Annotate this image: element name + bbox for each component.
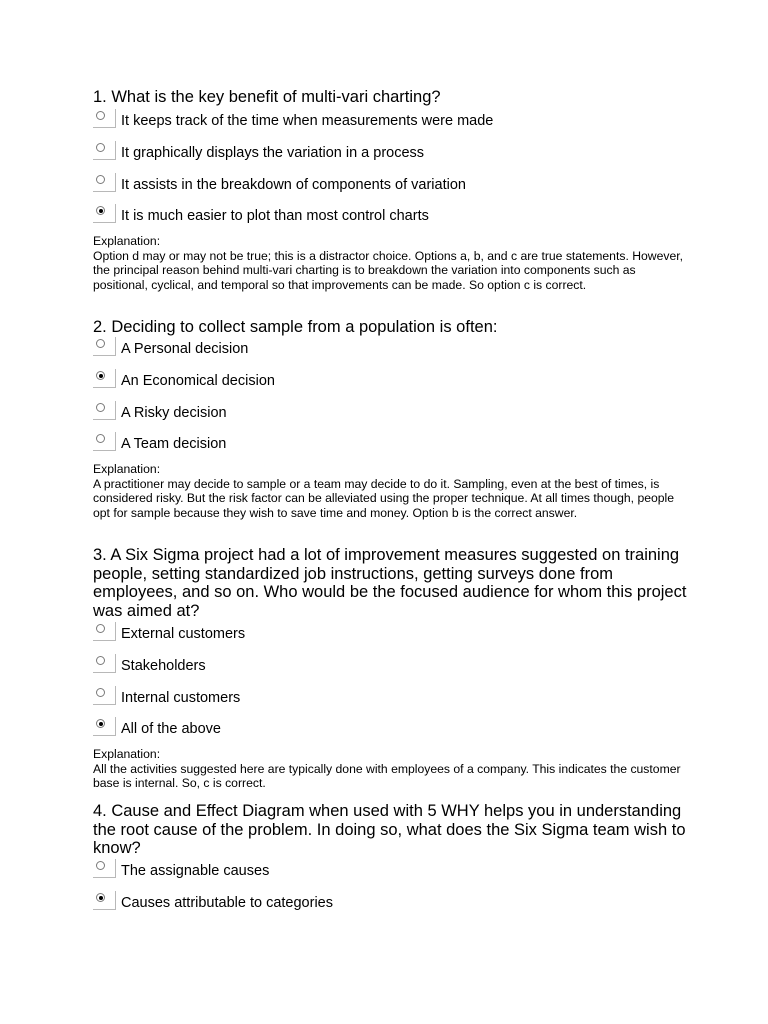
option-label: Causes attributable to categories bbox=[121, 895, 333, 911]
radio-button-icon[interactable] bbox=[96, 111, 105, 120]
option-label: The assignable causes bbox=[121, 863, 270, 879]
radio-button-selected-icon[interactable] bbox=[96, 371, 105, 380]
explanation-text: Option d may or may not be true; this is a distractor choice. Options a, b, and c are true statements. However, the principal reason behind multi-vari charting is to breakdown the variation into components such as positional, cyclical, and temporal so that improvements can be made. So option c is correct. bbox=[93, 248, 684, 292]
option-label: It graphically displays the variation in a process bbox=[121, 145, 425, 161]
explanation-block bbox=[93, 747, 693, 791]
explanation-block bbox=[93, 234, 693, 292]
option-label: All of the above bbox=[121, 721, 221, 737]
option-label: A Team decision bbox=[121, 436, 227, 452]
explanation-label: Explanation: bbox=[93, 234, 161, 248]
explanation-block bbox=[93, 462, 693, 520]
option-label: A Personal decision bbox=[121, 341, 249, 357]
question-title: 2. Deciding to collect sample from a population is often: bbox=[93, 318, 498, 336]
radio-button-selected-icon[interactable] bbox=[96, 206, 105, 215]
option-label: It keeps track of the time when measurements were made bbox=[121, 113, 494, 129]
option-label: Stakeholders bbox=[121, 658, 206, 674]
radio-button-icon[interactable] bbox=[96, 624, 105, 633]
radio-button-icon[interactable] bbox=[96, 688, 105, 697]
radio-button-icon[interactable] bbox=[96, 143, 105, 152]
explanation-text: A practitioner may decide to sample or a team may decide to do it. Sampling, even at the best of times, is considered risky. But the risk factor can be alleviated using the proper technique. At all times though, people opt for sample because they wish to save time and money. Option b is the correct answer. bbox=[93, 476, 675, 520]
option-label: A Risky decision bbox=[121, 405, 227, 421]
radio-button-icon[interactable] bbox=[96, 861, 105, 870]
option-label: Internal customers bbox=[121, 690, 241, 706]
option-label: External customers bbox=[121, 626, 246, 642]
radio-button-selected-icon[interactable] bbox=[96, 893, 105, 902]
question-title: 1. What is the key benefit of multi-vari charting? bbox=[93, 88, 441, 106]
radio-button-icon[interactable] bbox=[96, 656, 105, 665]
radio-button-icon[interactable] bbox=[96, 339, 105, 348]
radio-button-icon[interactable] bbox=[96, 434, 105, 443]
radio-button-icon[interactable] bbox=[96, 403, 105, 412]
question-title: 3. A Six Sigma project had a lot of improvement measures suggested on training people, setting standardized job instructions, getting surveys done from employees, and so on. Who would be the focused audience for whom this project was aimed at? bbox=[93, 546, 687, 620]
radio-button-icon[interactable] bbox=[96, 175, 105, 184]
radio-button-selected-icon[interactable] bbox=[96, 719, 105, 728]
explanation-label: Explanation: bbox=[93, 747, 161, 761]
option-label: An Economical decision bbox=[121, 373, 275, 389]
option-label: It is much easier to plot than most control charts bbox=[121, 208, 429, 224]
option-label: It assists in the breakdown of components of variation bbox=[121, 177, 466, 193]
question-title: 4. Cause and Effect Diagram when used with 5 WHY helps you in understanding the root cause of the problem. In doing so, what does the Six Sigma team wish to know? bbox=[93, 802, 686, 857]
explanation-label: Explanation: bbox=[93, 462, 161, 476]
explanation-text: All the activities suggested here are typically done with employees of a company. This indicates the customer base is internal. So, c is correct. bbox=[93, 761, 681, 790]
